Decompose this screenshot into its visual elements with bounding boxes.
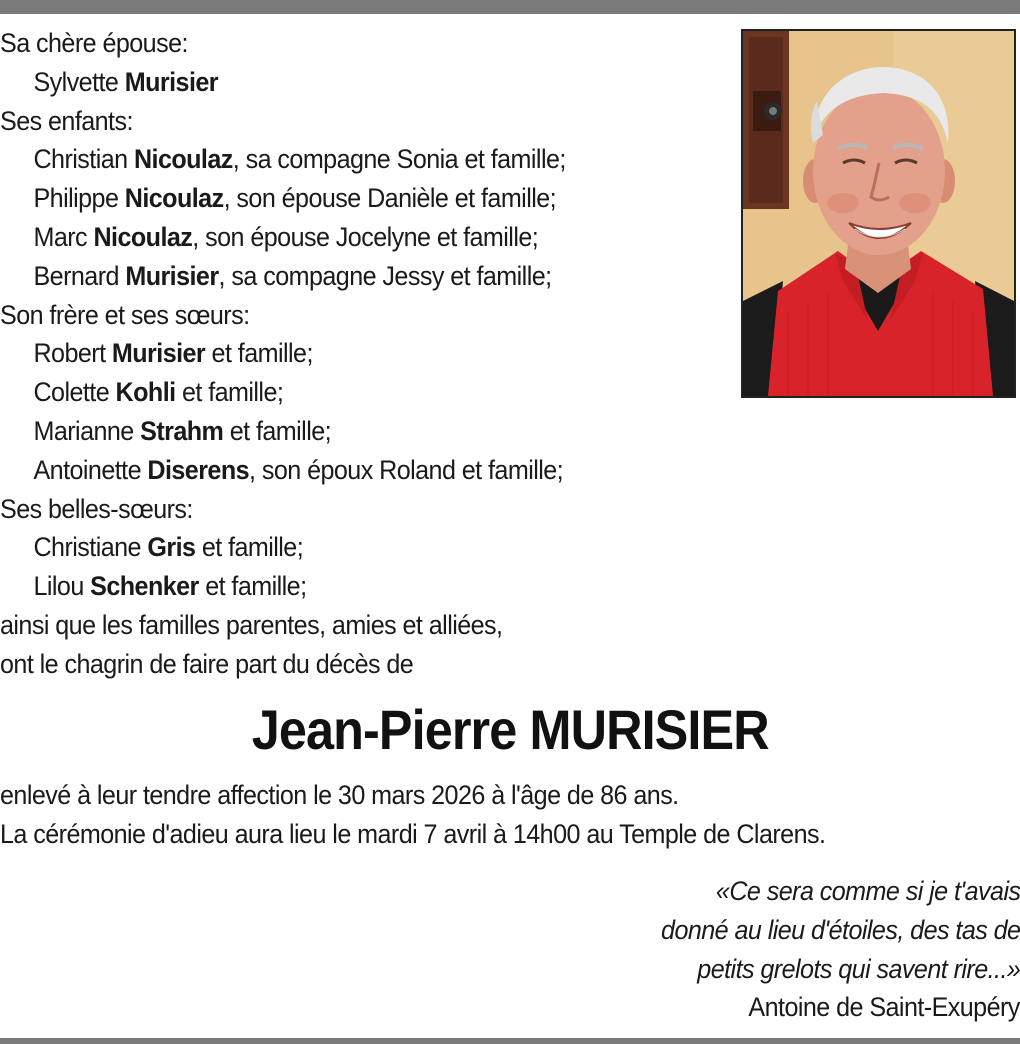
portrait-illustration <box>743 31 1014 396</box>
quote-line: petits grelots qui savent rire...» <box>697 953 1020 984</box>
portrait-photo <box>741 29 1016 398</box>
family-line: Ses enfants: <box>0 105 133 136</box>
family-line: Ses belles-sœurs: <box>0 493 193 524</box>
family-line: ainsi que les familles parentes, amies et alliées, <box>0 609 503 640</box>
family-list <box>0 24 679 684</box>
quote-line: «Ce sera comme si je t'avais <box>715 876 1020 906</box>
family-line: Colette Kohli et famille; <box>33 377 284 408</box>
top-rule <box>0 0 1020 14</box>
announcement-line: La cérémonie d'adieu aura lieu le mardi 7 avril à 14h00 au Temple de Clarens. <box>0 818 826 849</box>
quote-block <box>500 872 1020 1027</box>
family-line: Son frère et ses sœurs: <box>0 299 250 330</box>
family-line: Lilou Schenker et famille; <box>33 571 307 602</box>
family-line: Philippe Nicoulaz, son épouse Danièle et famille; <box>33 183 557 214</box>
bottom-rule <box>0 1038 1020 1044</box>
deceased-name: Jean-Pierre MURISIER <box>251 698 769 761</box>
family-line: Marc Nicoulaz, son épouse Jocelyne et famille; <box>33 221 539 252</box>
quote-author: Antoine de Saint-Exupéry <box>748 992 1020 1023</box>
family-line: Sa chère épouse: <box>0 28 188 58</box>
family-line: Sylvette Murisier <box>33 66 218 97</box>
family-line: Antoinette Diserens, son époux Roland et famille; <box>33 454 564 485</box>
family-line: Bernard Murisier, sa compagne Jessy et famille; <box>33 260 552 291</box>
family-line: ont le chagrin de faire part du décès de <box>0 648 414 679</box>
family-line: Marianne Strahm et famille; <box>33 415 332 446</box>
announcement-text <box>0 776 1020 854</box>
quote-line: donné au lieu d'étoiles, des tas de <box>660 914 1020 945</box>
announcement-line: enlevé à leur tendre affection le 30 mars 2026 à l'âge de 86 ans. <box>0 780 679 810</box>
family-line: Robert Murisier et famille; <box>33 338 313 369</box>
family-line: Christian Nicoulaz, sa compagne Sonia et famille; <box>33 144 566 175</box>
family-line: Christiane Gris et famille; <box>33 532 304 563</box>
